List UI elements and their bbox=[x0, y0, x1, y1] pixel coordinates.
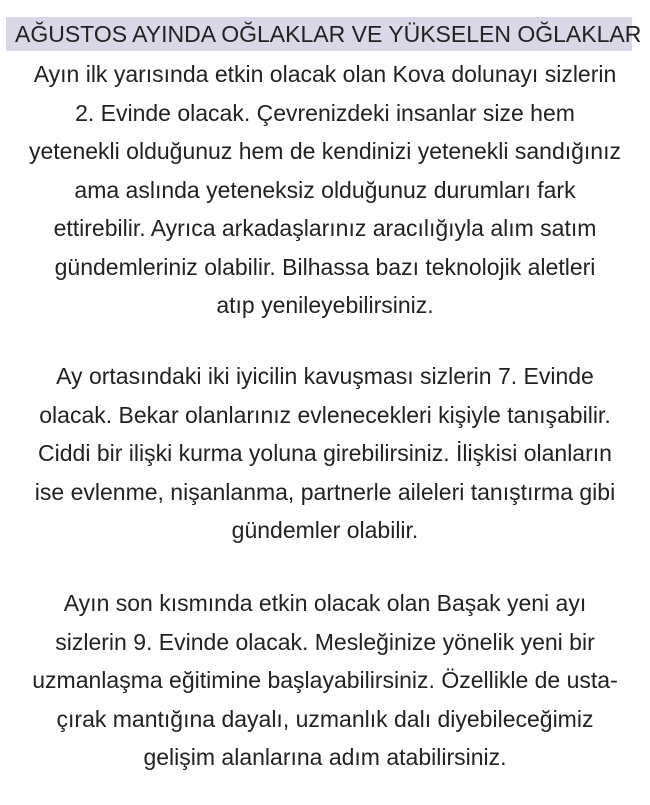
paragraph-line: sizlerin 9. Evinde olacak. Mesleğinize yönelik yeni bir bbox=[55, 628, 595, 655]
paragraph-new-moon bbox=[0, 584, 650, 777]
paragraph-line: olacak. Bekar olanlarınız evlenecekleri kişiyle tanışabilir. bbox=[39, 401, 611, 428]
paragraph-line: Ayın ilk yarısında etkin olacak olan Kova dolunayı sizlerin bbox=[33, 61, 617, 87]
paragraph-line: uzmanlaşma eğitimine başlayabilirsiniz. Özellikle de usta- bbox=[32, 667, 618, 693]
paragraph-line: gündemleriniz olabilir. Bilhassa bazı teknolojik aletleri bbox=[54, 253, 596, 280]
paragraph-line: yetenekli olduğunuz hem de kendinizi yetenekli sandığınız bbox=[29, 138, 621, 164]
paragraph-line: çırak mantığına dayalı, uzmanlık dalı diyebileceğimiz bbox=[56, 705, 594, 732]
paragraph-full-moon bbox=[0, 55, 650, 325]
paragraph-line: Ayın son kısmında etkin olacak olan Başak yeni ayı bbox=[63, 590, 587, 616]
paragraph-line: Ciddi bir ilişki kurma yoluna girebilirsiniz. İlişkisi olanların bbox=[38, 440, 612, 466]
paragraph-line: gelişim alanlarına adım atabilirsiniz. bbox=[143, 744, 507, 770]
page-title: AĞUSTOS AYINDA OĞLAKLAR VE YÜKSELEN OĞLAKLAR bbox=[15, 20, 642, 47]
paragraph-conjunction bbox=[0, 357, 650, 550]
paragraph-line: 2. Evinde olacak. Çevrenizdeki insanlar size hem bbox=[75, 99, 575, 126]
paragraph-line: ettirebilir. Ayrıca arkadaşlarınız aracılığıyla alım satım bbox=[53, 215, 597, 241]
paragraph-line: ise evlenme, nişanlanma, partnerle aileleri tanıştırma gibi bbox=[34, 478, 616, 505]
title-banner bbox=[6, 17, 642, 51]
paragraph-line: gündemler olabilir. bbox=[231, 517, 419, 543]
paragraph-line: atıp yenileyebilirsiniz. bbox=[216, 292, 434, 318]
paragraph-line: ama aslında yeteneksiz olduğunuz durumları fark bbox=[74, 176, 576, 203]
paragraph-line: Ay ortasındaki iki iyicilin kavuşması sizlerin 7. Evinde bbox=[56, 363, 594, 389]
